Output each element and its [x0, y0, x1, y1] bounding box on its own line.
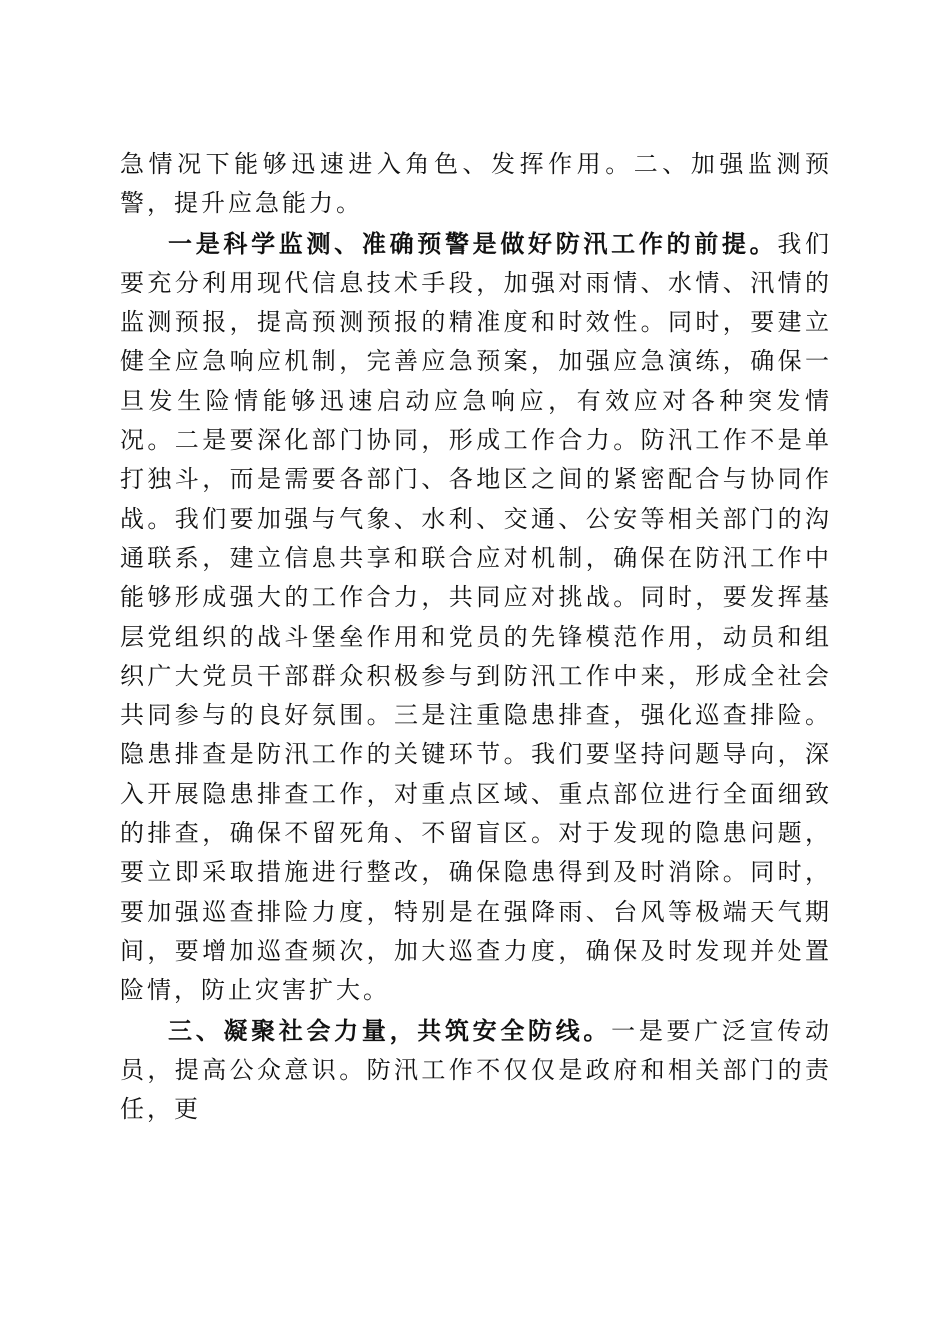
section-heading-bold: 三、凝聚社会力量，共筑安全防线。 — [168, 1015, 612, 1045]
paragraph-continuation — [120, 145, 832, 224]
paragraph-section-three — [120, 1011, 832, 1130]
paragraph-monitoring — [120, 224, 832, 1011]
paragraph-text: 急情况下能够迅速进入角色、发挥作用。二、加强监测预警，提升应急能力。 — [120, 150, 832, 218]
paragraph-text: 我们要充分利用现代信息技术手段，加强对雨情、水情、汛情的监测预报，提高预测预报的精准度和时效性。同时，要建立健全应急响应机制，完善应急预案，加强应急演练，确保一旦发生险情能够迅速启动应急响应，有效应对各种突发情况。二是要深化部门协同，形成工作合力。防汛工作不是单打独斗，而是需要各部门、各地区之间的紧密配合与协同作战。我们要加强与气象、水利、交通、公安等相关部门的沟通联系，建立信息共享和联合应对机制，确保在防汛工作中能够形成强大的工作合力，共同应对挑战。同时，要发挥基层党组织的战斗堡垒作用和党员的先锋模范作用，动员和组织广大党员干部群众积极参与到防汛工作中来，形成全社会共同参与的良好氛围。三是注重隐患排查，强化巡查排险。隐患排查是防汛工作的关键环节。我们要坚持问题导向，深入开展隐患排查工作，对重点区域、重点部位进行全面细致的排查，确保不留死角、不留盲区。对于发现的隐患问题，要立即采取措施进行整改，确保隐患得到及时消除。同时，要加强巡查排险力度，特别是在强降雨、台风等极端天气期间，要增加巡查频次，加大巡查力度，确保及时发现并处置险情，防止灾害扩大。 — [120, 229, 833, 1005]
document-body — [120, 145, 832, 1129]
paragraph-lead-bold: 一是科学监测、准确预警是做好防汛工作的前提。 — [168, 228, 778, 258]
paragraph-text: 一是要广泛宣传动员，提高公众意识。防汛工作不仅仅是政府和相关部门的责任，更 — [120, 1016, 833, 1124]
